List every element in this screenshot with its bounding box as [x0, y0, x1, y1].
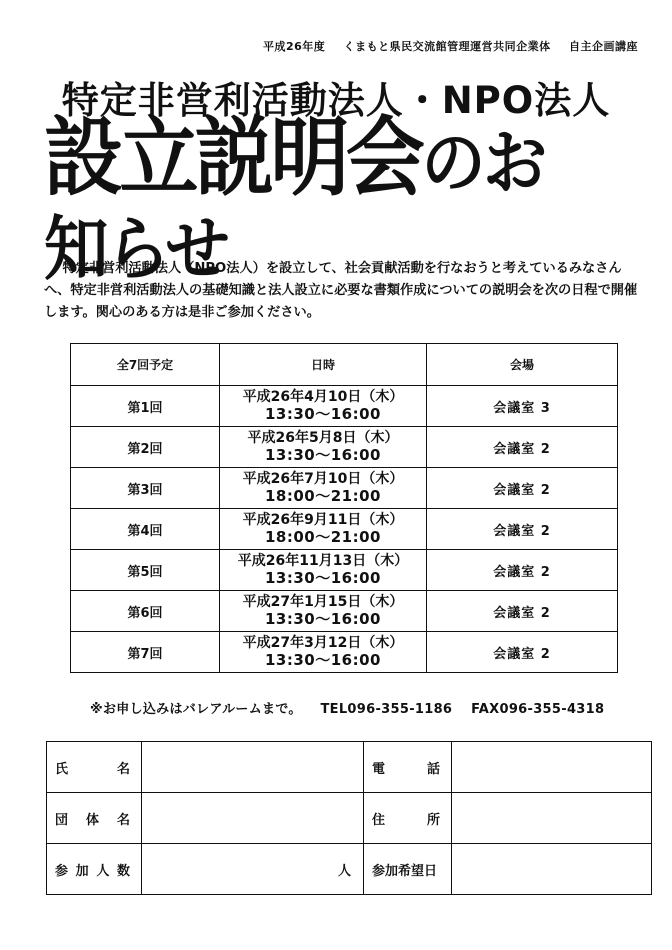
date-text: 平成27年1月15日（木） [242, 594, 404, 610]
round-cell: 第7回 [71, 632, 220, 673]
date-text: 平成26年11月13日（木） [237, 553, 409, 569]
table-row [71, 550, 618, 591]
application-form [46, 741, 652, 895]
name-label [47, 742, 142, 793]
datetime-cell [220, 468, 427, 509]
schedule-header-row [71, 344, 618, 386]
date-text: 平成26年4月10日（木） [242, 389, 404, 405]
preferred-date-label: 参加希望日 [364, 844, 452, 895]
venue-cell: 会議室 2 [427, 591, 618, 632]
address-field[interactable] [452, 793, 652, 844]
datetime-cell [220, 550, 427, 591]
time-text: 13:30～16:00 [265, 610, 381, 628]
time-text: 13:30～16:00 [265, 651, 381, 669]
header-venue: 会場 [427, 344, 618, 386]
preferred-date-field[interactable] [452, 844, 652, 895]
group-label-text: 団 体 名 [55, 812, 130, 828]
intro-paragraph: 特定非営利活動法人（NPO法人）を設立して、社会貢献活動を行なおうと考えているみなさんへ、特定非営利活動法人の基礎知識と法人設立に必要な書類作成についての説明会を次の日程で開催します。関心のある方は是非ご参加ください。 [44, 261, 638, 320]
fiscal-year: 平成26年度 [263, 40, 326, 53]
venue-cell: 会議室 2 [427, 427, 618, 468]
table-row [71, 632, 618, 673]
date-text: 平成26年7月10日（木） [242, 471, 404, 487]
venue-cell: 会議室 2 [427, 632, 618, 673]
group-label [47, 793, 142, 844]
address-label [364, 793, 452, 844]
table-row [71, 386, 618, 427]
round-cell: 第2回 [71, 427, 220, 468]
address-label-text: 住 所 [372, 812, 440, 828]
time-text: 13:30～16:00 [265, 446, 381, 464]
title-sub: のお知らせ [44, 122, 545, 290]
form-row-name [47, 742, 652, 793]
contact-line [90, 698, 604, 717]
title-line1: 特定非営利活動法人・NPO法人 [61, 79, 611, 122]
time-text: 13:30～16:00 [265, 405, 381, 423]
round-cell: 第1回 [71, 386, 220, 427]
time-text: 13:30～16:00 [265, 569, 381, 587]
date-text: 平成27年3月12日（木） [242, 635, 404, 651]
table-row [71, 427, 618, 468]
time-text: 18:00～21:00 [265, 487, 381, 505]
form-row-group [47, 793, 652, 844]
table-row [71, 591, 618, 632]
phone-label [364, 742, 452, 793]
table-row [71, 468, 618, 509]
name-label-text: 氏 名 [55, 761, 130, 777]
schedule-table [70, 343, 618, 673]
phone-field[interactable] [452, 742, 652, 793]
participants-field[interactable] [142, 844, 364, 895]
round-cell: 第6回 [71, 591, 220, 632]
venue-cell: 会議室 2 [427, 509, 618, 550]
header-round: 全7回予定 [71, 344, 220, 386]
participants-label [47, 844, 142, 895]
time-text: 18:00～21:00 [265, 528, 381, 546]
datetime-cell [220, 509, 427, 550]
datetime-cell [220, 386, 427, 427]
date-text: 平成26年9月11日（木） [242, 512, 404, 528]
datetime-cell [220, 427, 427, 468]
phone-label-text: 電 話 [372, 761, 440, 777]
contact-note: ※お申し込みはバレアルームまで。 [90, 702, 302, 717]
venue-cell: 会議室 3 [427, 386, 618, 427]
contact-fax: FAX096-355-4318 [471, 702, 605, 717]
round-cell: 第5回 [71, 550, 220, 591]
table-row [71, 509, 618, 550]
organizer: くまもと県民交流館管理運営共同企業体 [343, 40, 551, 53]
venue-cell: 会議室 2 [427, 550, 618, 591]
participants-unit: 人 [337, 863, 351, 879]
round-cell: 第4回 [71, 509, 220, 550]
header-datetime: 日時 [220, 344, 427, 386]
course-type: 自主企画講座 [569, 40, 638, 53]
datetime-cell [220, 632, 427, 673]
form-row-participants [47, 844, 652, 895]
date-text: 平成26年5月8日（木） [247, 430, 399, 446]
name-field[interactable] [142, 742, 364, 793]
venue-cell: 会議室 2 [427, 468, 618, 509]
participants-label-text: 参 加 人 数 [55, 863, 130, 879]
header-line [249, 38, 638, 54]
datetime-cell [220, 591, 427, 632]
title-main: 設立説明会 [44, 108, 422, 208]
round-cell: 第3回 [71, 468, 220, 509]
group-field[interactable] [142, 793, 364, 844]
contact-tel: TEL096-355-1186 [320, 702, 453, 717]
